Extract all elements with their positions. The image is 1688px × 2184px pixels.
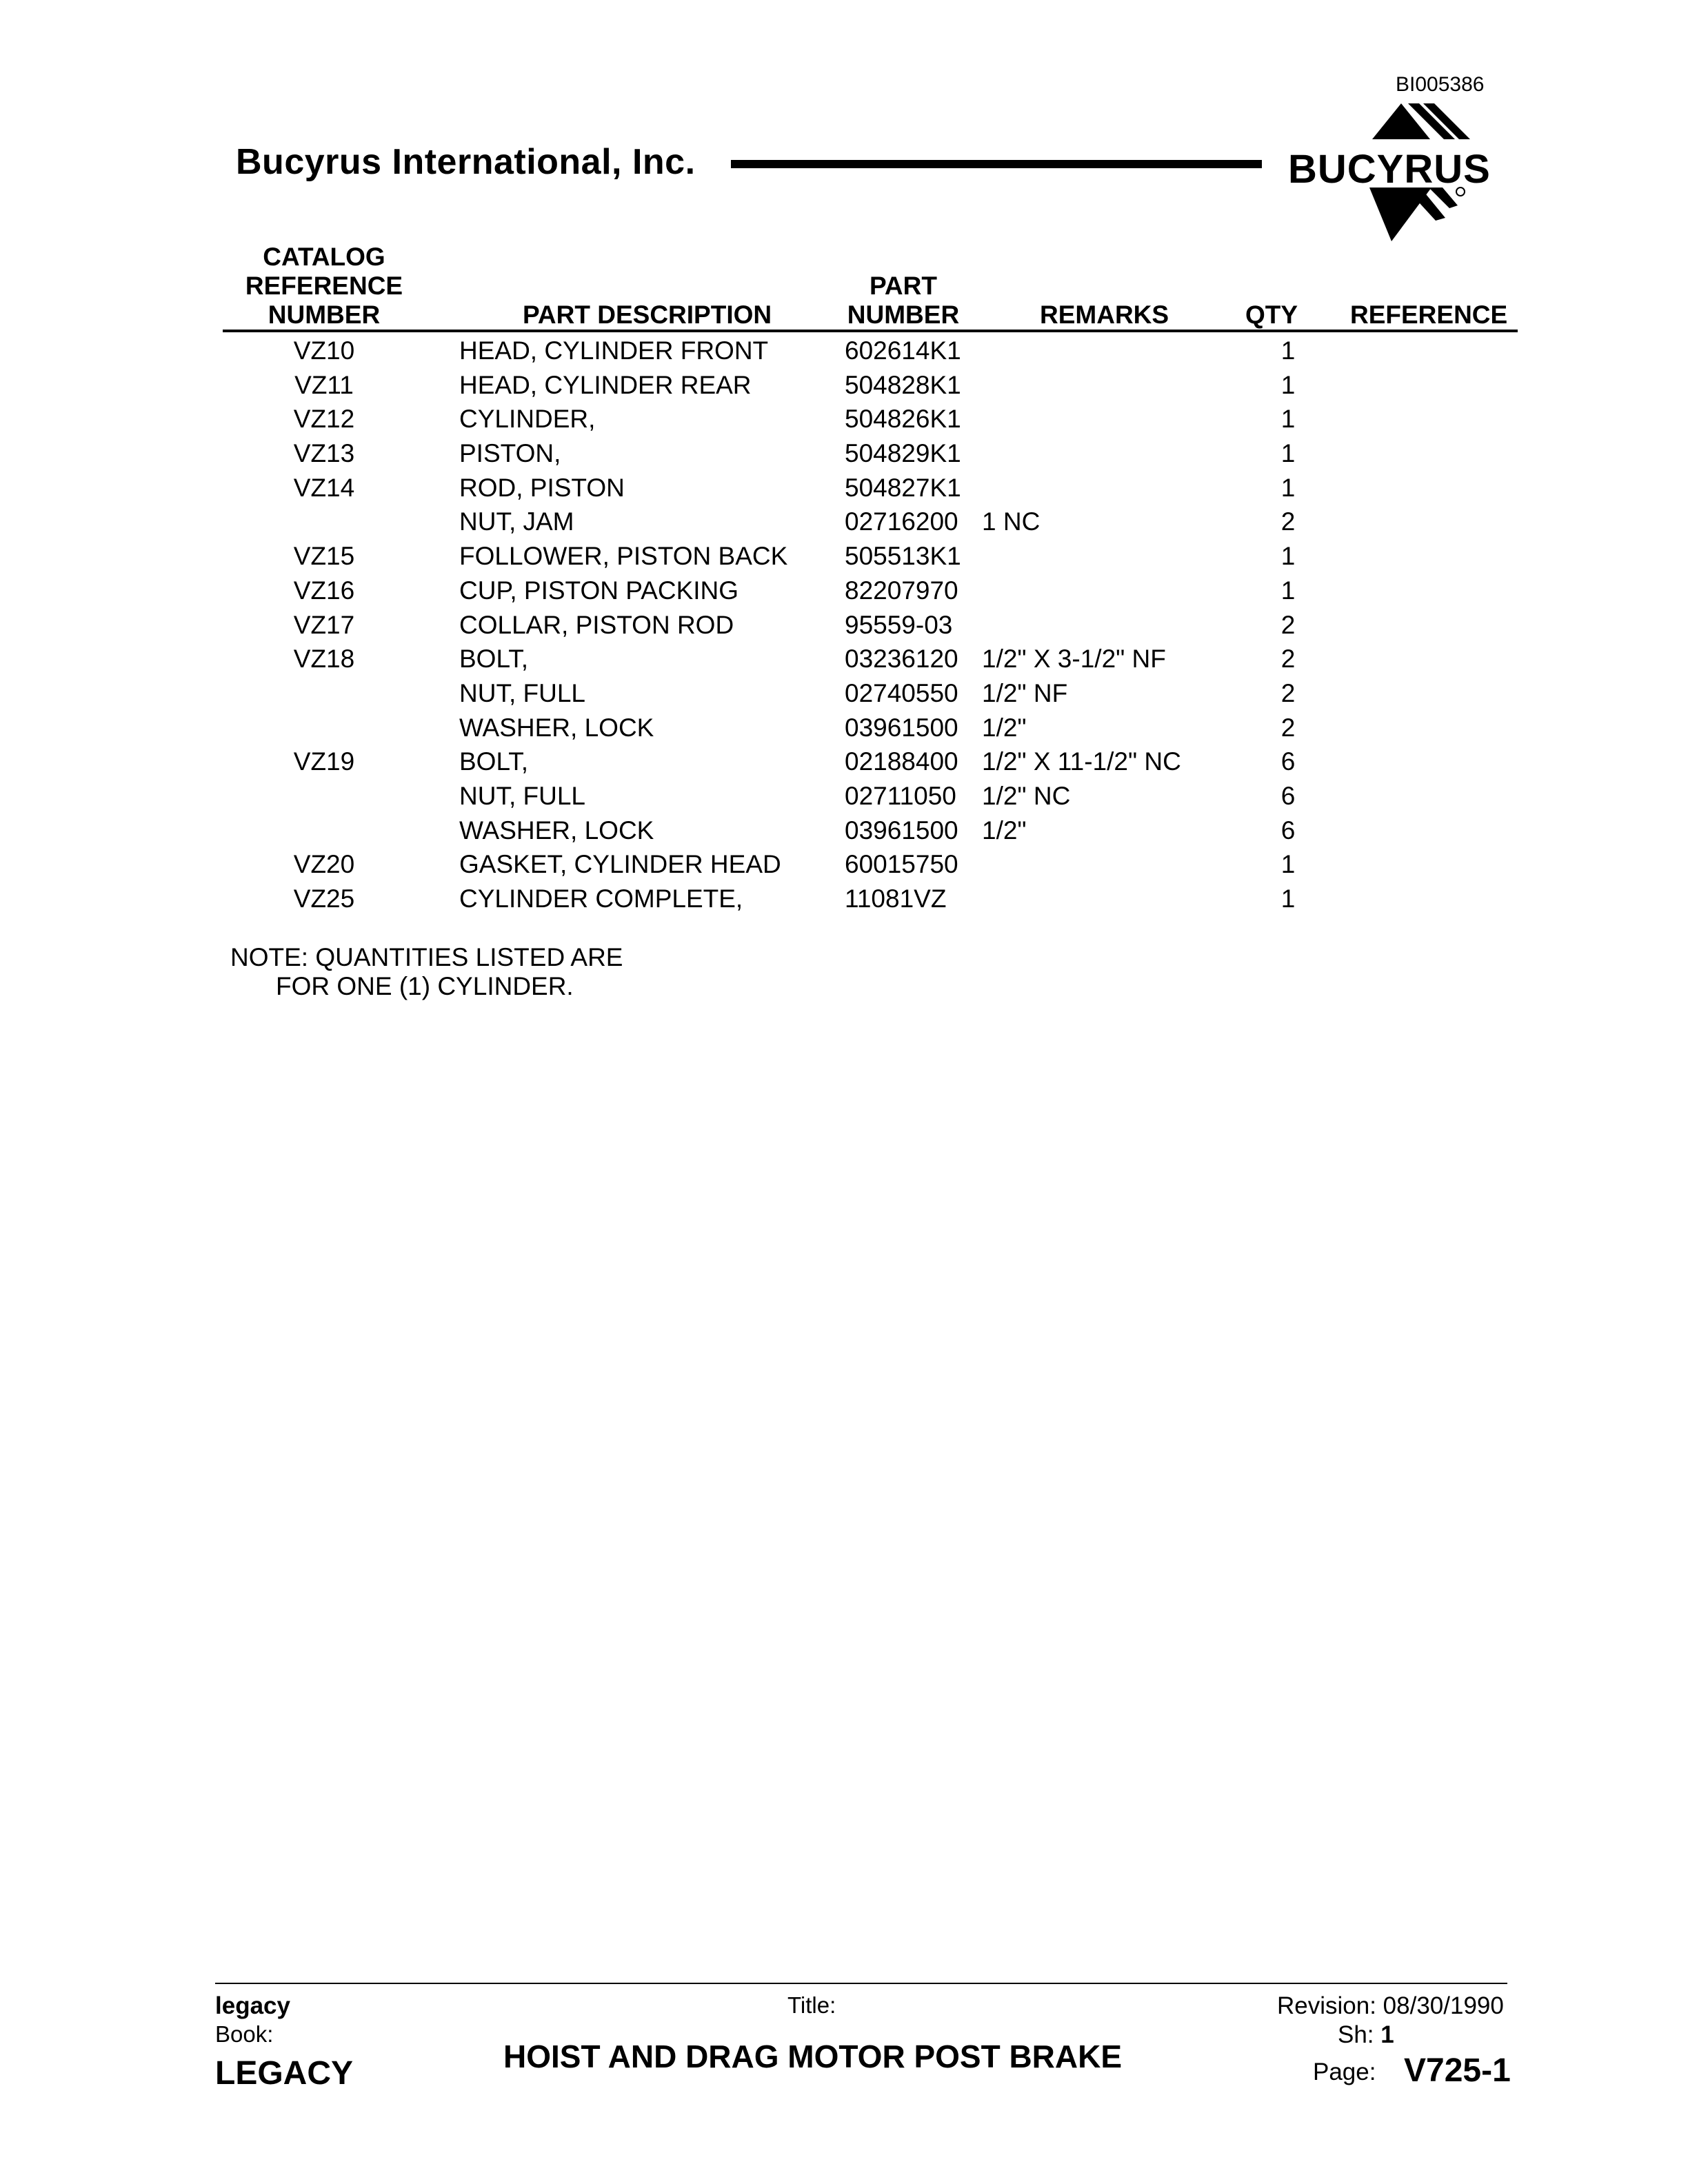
cell-description: CYLINDER COMPLETE, bbox=[459, 884, 743, 913]
cell-catalog-ref: VZ15 bbox=[293, 542, 355, 571]
cell-description: BOLT, bbox=[459, 747, 529, 776]
table-row bbox=[0, 574, 1688, 608]
footer-title: HOIST AND DRAG MOTOR POST BRAKE bbox=[503, 2039, 1123, 2074]
cell-catalog-ref: VZ20 bbox=[293, 850, 355, 879]
table-row bbox=[0, 813, 1688, 848]
table-row bbox=[0, 539, 1688, 574]
cell-description: PISTON, bbox=[459, 439, 561, 468]
cell-catalog-ref: VZ25 bbox=[293, 884, 355, 913]
cell-part-number: 11081VZ bbox=[845, 884, 947, 913]
cell-qty: 6 bbox=[1280, 781, 1296, 810]
cell-remarks: 1/2" NC bbox=[982, 781, 1071, 810]
footer-book-label: Book: bbox=[215, 2021, 274, 2047]
column-header-qty: QTY bbox=[1245, 301, 1298, 329]
column-header-reference: REFERENCE bbox=[1350, 301, 1508, 329]
table-row bbox=[0, 402, 1688, 436]
table-row bbox=[0, 334, 1688, 368]
column-header-catalog-reference: CATALOG REFERENCE NUMBER bbox=[245, 243, 403, 329]
footer-revision: Revision: 08/30/1990 bbox=[1277, 1992, 1504, 2019]
cell-catalog-ref: VZ14 bbox=[293, 473, 355, 502]
table-row bbox=[0, 676, 1688, 711]
footer-title-label: Title: bbox=[787, 1992, 836, 2018]
cell-qty: 6 bbox=[1280, 747, 1296, 776]
table-row bbox=[0, 608, 1688, 643]
cell-remarks: 1/2" NF bbox=[982, 678, 1068, 707]
parts-table-body bbox=[0, 334, 1688, 916]
cell-description: COLLAR, PISTON ROD bbox=[459, 610, 734, 639]
table-row bbox=[0, 436, 1688, 471]
cell-qty: 1 bbox=[1280, 542, 1296, 571]
cell-part-number: 02188400 bbox=[845, 747, 958, 776]
table-row bbox=[0, 368, 1688, 403]
cell-qty: 1 bbox=[1280, 439, 1296, 468]
cell-catalog-ref: VZ12 bbox=[293, 405, 355, 434]
cell-description: GASKET, CYLINDER HEAD bbox=[459, 850, 781, 879]
cell-description: BOLT, bbox=[459, 645, 529, 674]
cell-catalog-ref: VZ10 bbox=[293, 336, 355, 365]
cell-qty: 1 bbox=[1280, 884, 1296, 913]
cell-part-number: 504828K1 bbox=[845, 370, 961, 399]
table-row bbox=[0, 505, 1688, 539]
cell-part-number: 602614K1 bbox=[845, 336, 961, 365]
cell-part-number: 02716200 bbox=[845, 507, 958, 536]
cell-part-number: 03236120 bbox=[845, 645, 958, 674]
cell-qty: 6 bbox=[1280, 816, 1296, 845]
cell-remarks: 1/2" X 11-1/2" NC bbox=[982, 747, 1181, 776]
cell-part-number: 504829K1 bbox=[845, 439, 961, 468]
cell-part-number: 505513K1 bbox=[845, 542, 961, 571]
footer-rule bbox=[215, 1983, 1507, 1984]
cell-part-number: 03961500 bbox=[845, 713, 958, 742]
footer-sheet: Sh: 1 bbox=[1338, 2021, 1394, 2048]
cell-description: CYLINDER, bbox=[459, 405, 596, 434]
cell-part-number: 60015750 bbox=[845, 850, 958, 879]
column-header-part-description: PART DESCRIPTION bbox=[523, 301, 772, 329]
table-row bbox=[0, 847, 1688, 882]
table-header-rule bbox=[223, 330, 1518, 332]
cell-remarks: 1/2" X 3-1/2" NF bbox=[982, 645, 1166, 674]
cell-description: WASHER, LOCK bbox=[459, 713, 654, 742]
cell-catalog-ref: VZ18 bbox=[293, 645, 355, 674]
note-line-1: NOTE: QUANTITIES LISTED ARE bbox=[230, 943, 623, 971]
cell-qty: 1 bbox=[1280, 576, 1296, 605]
cell-part-number: 95559-03 bbox=[845, 610, 953, 639]
cell-part-number: 82207970 bbox=[845, 576, 958, 605]
cell-description: WASHER, LOCK bbox=[459, 816, 654, 845]
table-row bbox=[0, 471, 1688, 505]
cell-catalog-ref: VZ17 bbox=[293, 610, 355, 639]
cell-catalog-ref: VZ13 bbox=[293, 439, 355, 468]
cell-description: FOLLOWER, PISTON BACK bbox=[459, 542, 788, 571]
cell-description: HEAD, CYLINDER FRONT bbox=[459, 336, 769, 365]
table-row bbox=[0, 642, 1688, 676]
table-row bbox=[0, 882, 1688, 916]
cell-part-number: 504826K1 bbox=[845, 405, 961, 434]
table-row bbox=[0, 779, 1688, 813]
cell-part-number: 03961500 bbox=[845, 816, 958, 845]
table-row bbox=[0, 745, 1688, 779]
cell-qty: 1 bbox=[1280, 405, 1296, 434]
logo-wordmark: BUCYRUS bbox=[1288, 147, 1491, 192]
footer-page-number: V725-1 bbox=[1404, 2052, 1511, 2089]
cell-part-number: 02740550 bbox=[845, 678, 958, 707]
cell-qty: 2 bbox=[1280, 610, 1296, 639]
cell-catalog-ref: VZ11 bbox=[294, 370, 354, 399]
cell-catalog-ref: VZ19 bbox=[293, 747, 355, 776]
cell-qty: 1 bbox=[1280, 473, 1296, 502]
cell-qty: 2 bbox=[1280, 645, 1296, 674]
document-id: BI005386 bbox=[1396, 73, 1485, 96]
cell-qty: 2 bbox=[1280, 507, 1296, 536]
company-name: Bucyrus International, Inc. bbox=[236, 142, 696, 182]
table-row bbox=[0, 711, 1688, 745]
footer-legacy-label: legacy bbox=[215, 1992, 290, 2019]
cell-description: HEAD, CYLINDER REAR bbox=[459, 370, 752, 399]
cell-description: CUP, PISTON PACKING bbox=[459, 576, 739, 605]
cell-qty: 1 bbox=[1280, 370, 1296, 399]
cell-description: NUT, JAM bbox=[459, 507, 574, 536]
cell-remarks: 1 NC bbox=[982, 507, 1041, 536]
cell-qty: 2 bbox=[1280, 678, 1296, 707]
cell-qty: 1 bbox=[1280, 336, 1296, 365]
column-header-part-number: PART NUMBER bbox=[847, 272, 960, 329]
cell-description: NUT, FULL bbox=[459, 781, 585, 810]
footer-book-value: LEGACY bbox=[215, 2055, 354, 2092]
cell-description: NUT, FULL bbox=[459, 678, 585, 707]
cell-remarks: 1/2" bbox=[982, 816, 1027, 845]
note-line-2: FOR ONE (1) CYLINDER. bbox=[276, 972, 574, 1000]
cell-part-number: 02711050 bbox=[845, 781, 956, 810]
column-header-remarks: REMARKS bbox=[1040, 301, 1169, 329]
cell-remarks: 1/2" bbox=[982, 713, 1027, 742]
cell-qty: 2 bbox=[1280, 713, 1296, 742]
cell-qty: 1 bbox=[1280, 850, 1296, 879]
cell-part-number: 504827K1 bbox=[845, 473, 961, 502]
footer-page-label: Page: bbox=[1313, 2059, 1376, 2085]
cell-catalog-ref: VZ16 bbox=[293, 576, 355, 605]
header-rule bbox=[731, 160, 1262, 168]
cell-description: ROD, PISTON bbox=[459, 473, 625, 502]
